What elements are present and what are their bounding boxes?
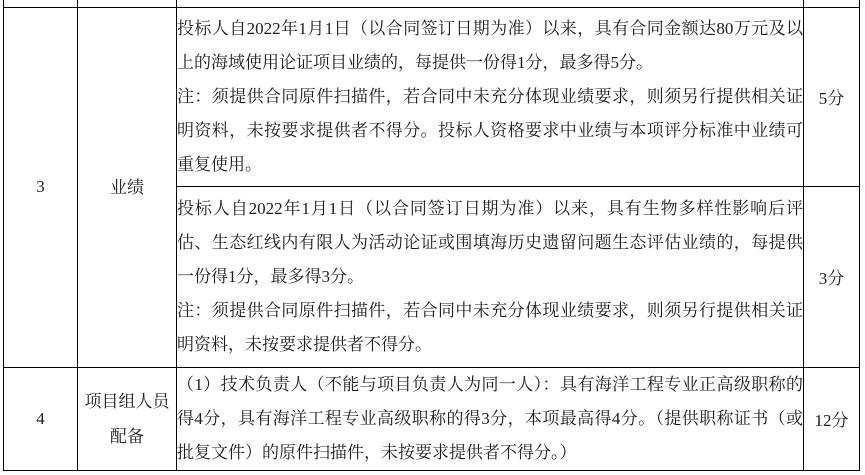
table-row-project-team: [4, 367, 860, 470]
max-score-value: 5分: [804, 7, 860, 186]
criteria-note-text: 注：须提供合同原件扫描件，若合同中未充分体现业绩要求，则须另行提供相关证明资料，未按要求提供者不得分。: [177, 300, 803, 354]
max-score-value: 12分: [804, 367, 860, 470]
row-category-label: 项目组人员配备: [78, 367, 177, 470]
criteria-note-text: 注：须提供合同原件扫描件，若合同中未充分体现业绩要求，则须另行提供相关证明资料，未按要求提供者不得分。投标人资格要求中业绩与本项评分标准中业绩可重复使用。: [177, 86, 803, 174]
criteria-main-text: （1）技术负责人（不能与项目负责人为同一人）：具有海洋工程专业正高级职称的得4分，具有海洋工程专业高级职称的得3分，本项最高得4分。（提供职称证书（或批复文件）的原件扫描件，未按要求提供者不得分。）: [177, 374, 803, 462]
evaluation-criteria-table: [3, 0, 860, 471]
table-row-partial-top: [4, 0, 860, 7]
criteria-description-cell: [177, 7, 804, 186]
criteria-description-cell: [177, 186, 804, 367]
row-seq-number: 4: [4, 367, 78, 470]
criteria-main-text: 投标人自2022年1月1日（以合同签订日期为准）以来，具有合同金额达80万元及以上的海域使用论证项目业绩的，每提供一份得1分，最多得5分。: [177, 18, 803, 72]
max-score-value: 3分: [804, 186, 860, 367]
row-category-label: 业绩: [78, 7, 177, 367]
table-row-performance-item-1: [4, 7, 860, 186]
row-seq-number: 3: [4, 7, 78, 367]
criteria-description-cell: [177, 367, 804, 470]
partial-cell-score: [804, 0, 860, 7]
partial-cell-description: [177, 0, 804, 7]
partial-cell-category: [78, 0, 177, 7]
criteria-main-text: 投标人自2022年1月1日（以合同签订日期为准）以来，具有生物多样性影响后评估、生态红线内有限人为活动论证或围填海历史遗留问题生态评估业绩的，每提供一份得1分，最多得3分。: [177, 198, 803, 286]
partial-cell-seq: [4, 0, 78, 7]
